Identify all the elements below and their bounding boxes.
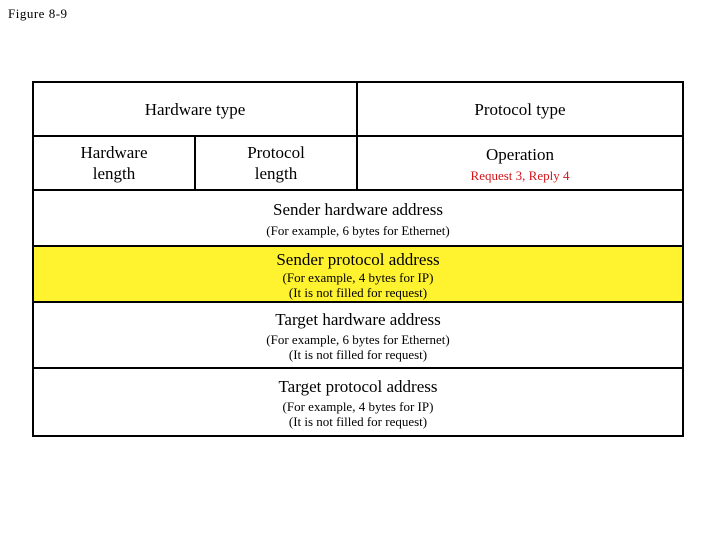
target-hardware-address-label: Target hardware address [275,309,441,329]
hardware-type-field [32,81,358,137]
protocol-type-field [356,81,684,137]
sender-protocol-address-label: Sender protocol address [276,249,440,269]
sender-hardware-address-label: Sender hardware address [273,199,443,219]
figure-label: Figure 8-9 [8,6,68,21]
sender-protocol-address-field [32,245,684,303]
operation-label: Operation [486,144,554,164]
protocol-length-label-line1: Protocol [247,143,305,162]
operation-field [356,135,684,191]
target-hardware-address-note2: (It is not filled for request) [288,346,428,362]
target-protocol-address-note1: (For example, 4 bytes for IP) [282,398,434,414]
hardware-length-label-line1: Hardware [80,143,148,162]
protocol-length-label-line2: length [254,164,298,183]
hardware-length-label-line2: length [92,164,136,183]
sender-protocol-address-note2: (It is not filled for request) [288,284,428,300]
target-protocol-address-note2: (It is not filled for request) [288,413,428,429]
hardware-length-field [32,135,196,191]
sender-protocol-address-note1: (For example, 4 bytes for IP) [282,269,434,285]
target-protocol-address-label: Target protocol address [278,376,438,396]
sender-hardware-address-field [32,189,684,247]
sender-hardware-address-note: (For example, 6 bytes for Ethernet) [266,222,450,238]
operation-note: Request 3, Reply 4 [470,167,570,183]
hardware-type-label: Hardware type [144,99,246,119]
target-hardware-address-note1: (For example, 6 bytes for Ethernet) [266,331,450,347]
arp-packet-diagram [32,81,684,437]
target-hardware-address-field [32,301,684,369]
target-protocol-address-field [32,367,684,437]
protocol-length-field [194,135,358,191]
protocol-type-label: Protocol type [474,99,566,119]
